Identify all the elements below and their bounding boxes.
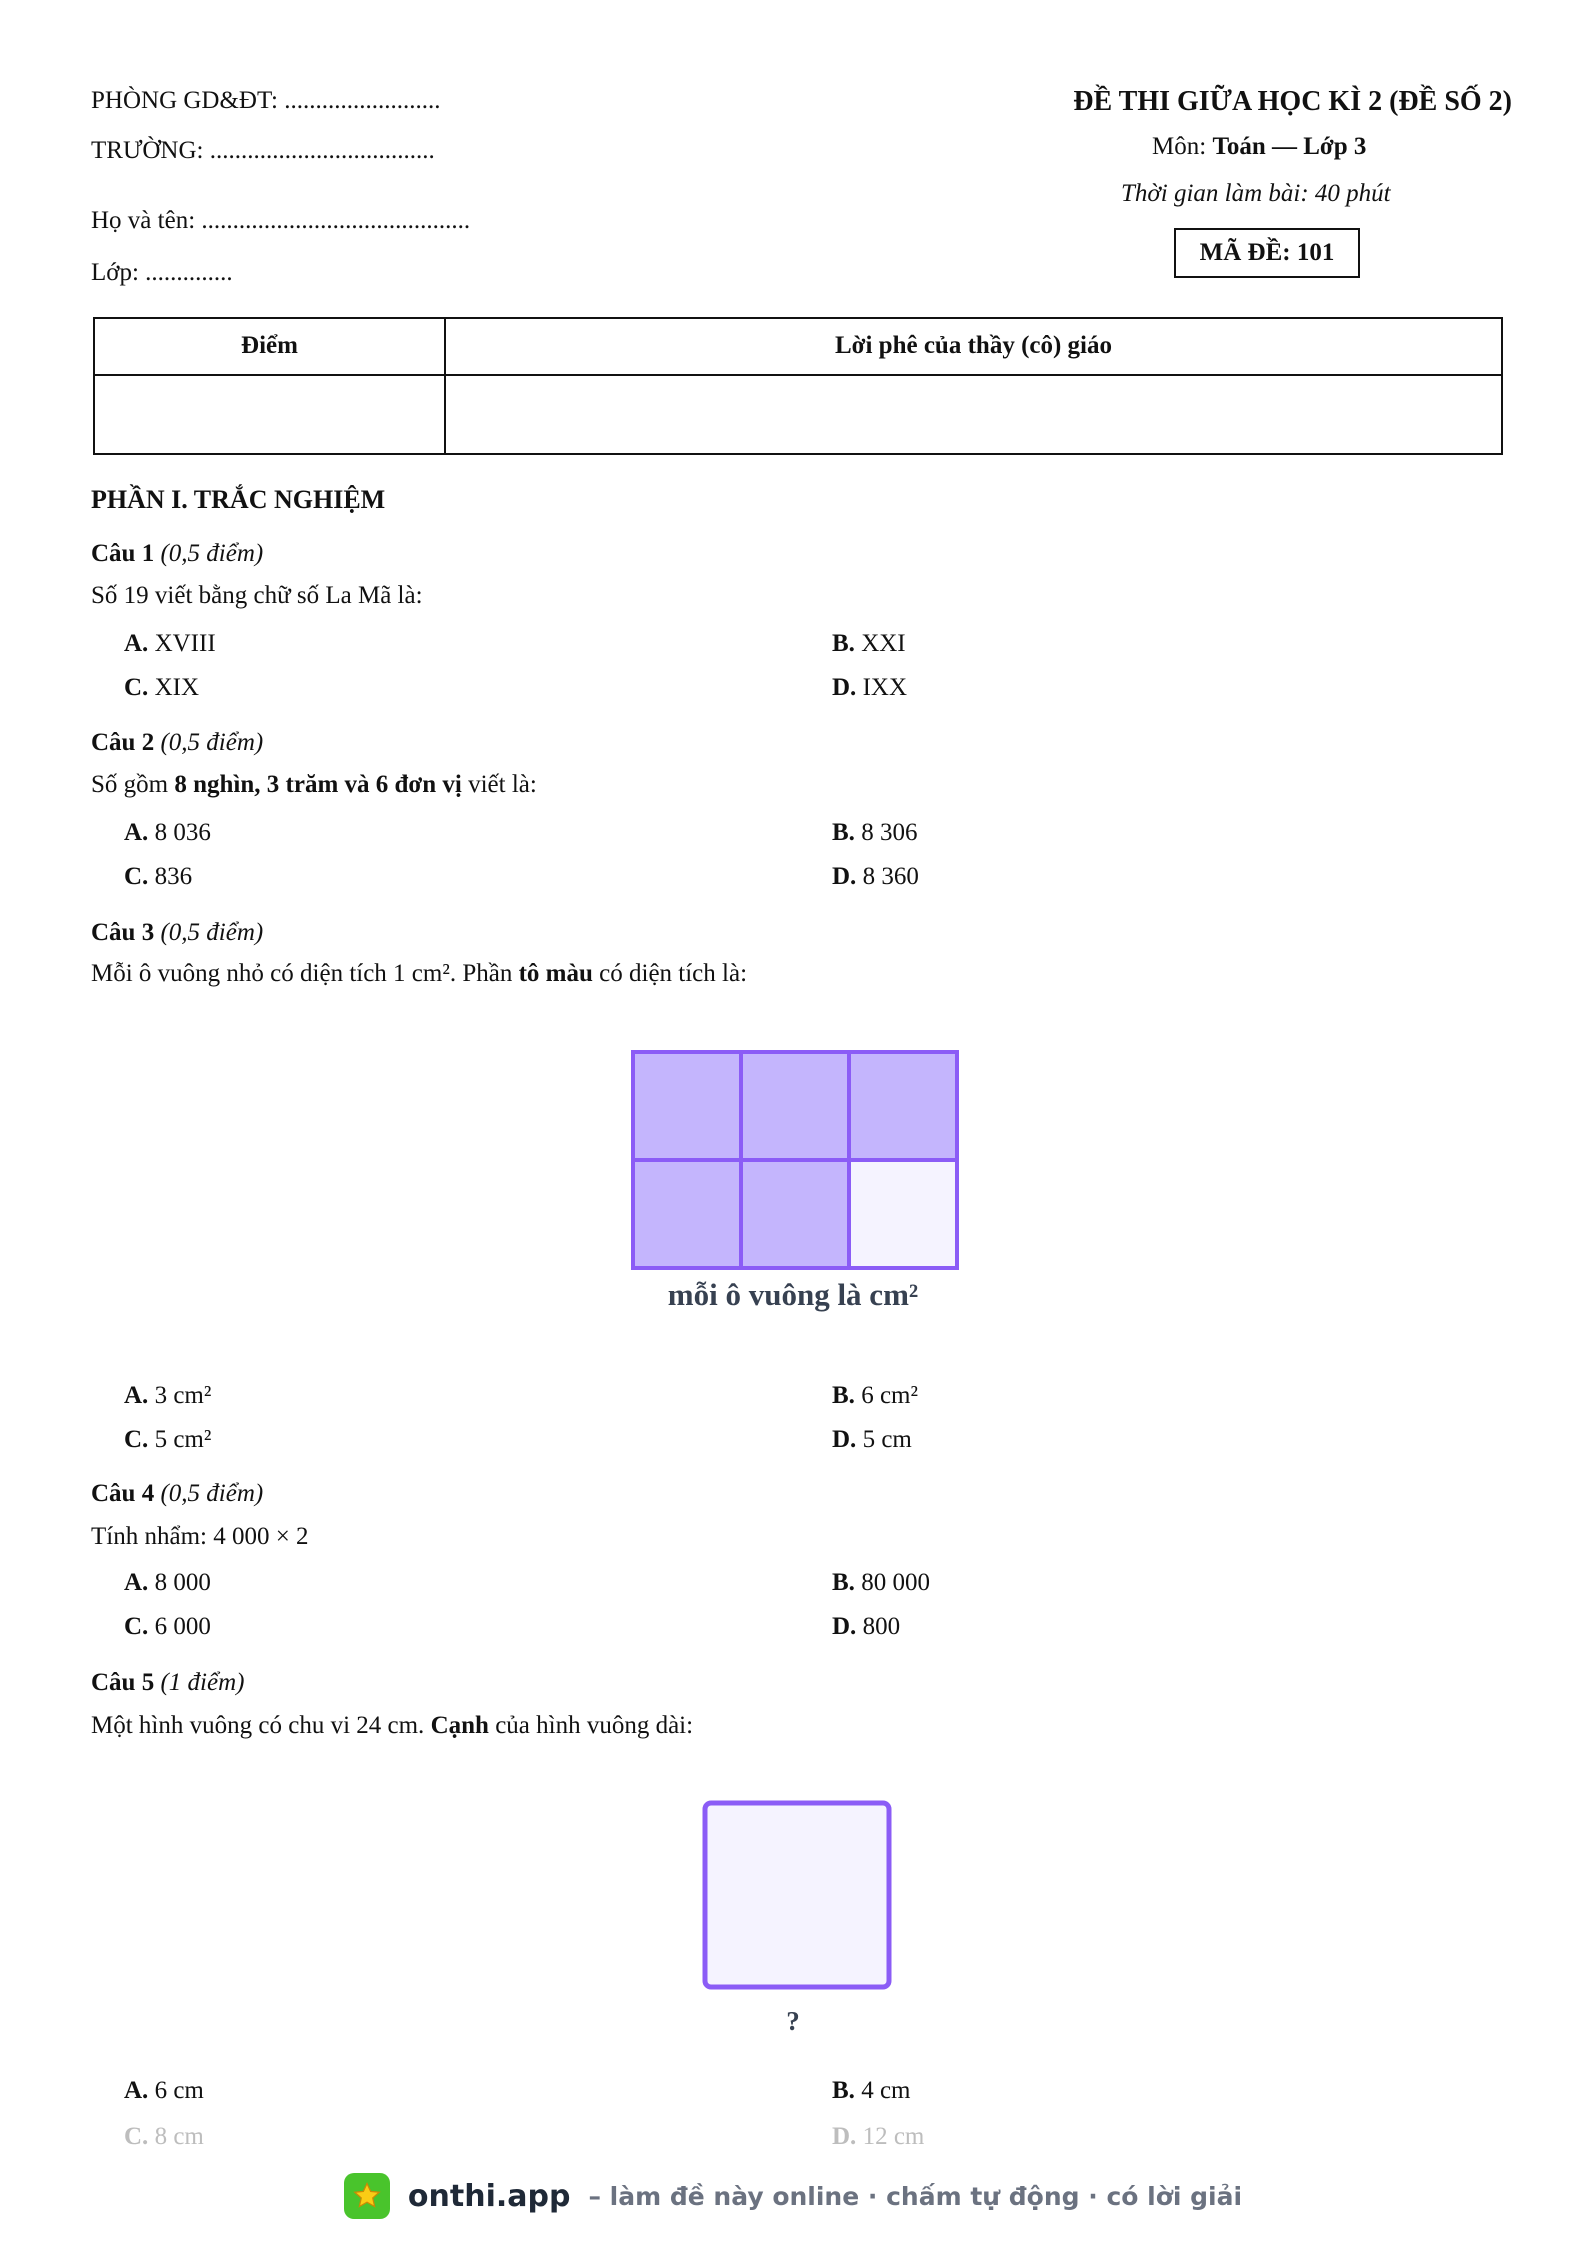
- student-name-line: Họ và tên: ...........................................: [91, 207, 471, 234]
- shaded-grid-figure: [630, 1049, 960, 1273]
- department-line: PHÒNG GD&ĐT: .........................: [91, 87, 441, 114]
- q1-option-a[interactable]: A. XVIII: [124, 630, 216, 657]
- question-points: (1 điểm): [160, 1669, 245, 1696]
- footer-tagline: – làm đề này online · chấm tự động · có lời giải: [588, 2181, 1243, 2211]
- square-caption: ?: [786, 2006, 800, 2036]
- shaded-cell: [741, 1052, 849, 1160]
- question-1-header: [91, 541, 263, 566]
- question-3-header: [91, 920, 263, 945]
- question-points: (0,5 điểm): [160, 729, 264, 756]
- comment-column-header: Lời phê của thầy (cô) giáo: [834, 332, 1113, 359]
- q1-option-c[interactable]: C. XIX: [124, 674, 199, 701]
- shaded-cell: [633, 1160, 741, 1268]
- q5-option-c[interactable]: C. 8 cm: [124, 2123, 204, 2150]
- q1-option-b[interactable]: B. XXI: [832, 630, 906, 657]
- question-label: Câu 4: [91, 1480, 155, 1507]
- question-label: Câu 2: [91, 729, 155, 756]
- question-2-text: Số gồm 8 nghìn, 3 trăm và 6 đơn vị viết là:: [91, 771, 537, 798]
- unshaded-cell: [849, 1160, 957, 1268]
- square-figure: [702, 1800, 892, 1990]
- footer-banner[interactable]: [0, 2172, 1586, 2220]
- q3-option-b[interactable]: B. 6 cm²: [832, 1382, 918, 1409]
- q5-option-b[interactable]: B. 4 cm: [832, 2077, 911, 2104]
- star-icon: [344, 2173, 390, 2219]
- score-column-header: Điểm: [241, 332, 298, 359]
- shaded-cell: [741, 1160, 849, 1268]
- q2-option-b[interactable]: B. 8 306: [832, 819, 918, 846]
- q2-option-d[interactable]: D. 8 360: [832, 863, 919, 890]
- question-1-text: Số 19 viết bằng chữ số La Mã là:: [91, 582, 423, 609]
- q4-option-d[interactable]: D. 800: [832, 1613, 901, 1640]
- question-points: (0,5 điểm): [160, 540, 264, 567]
- question-4-header: [91, 1481, 263, 1506]
- question-label: Câu 1: [91, 540, 155, 567]
- shaded-cell: [849, 1052, 957, 1160]
- question-5-text: Một hình vuông có chu vi 24 cm. Cạnh của hình vuông dài:: [91, 1712, 694, 1739]
- q5-option-a[interactable]: A. 6 cm: [124, 2077, 204, 2104]
- question-label: Câu 3: [91, 919, 155, 946]
- question-2-header: [91, 730, 263, 755]
- subject-name: Toán — Lớp 3: [1212, 133, 1367, 160]
- q3-option-a[interactable]: A. 3 cm²: [124, 1382, 212, 1409]
- question-label: Câu 5: [91, 1669, 155, 1696]
- school-line: TRƯỜNG: ....................................: [91, 137, 435, 164]
- question-3-text: Mỗi ô vuông nhỏ có diện tích 1 cm². Phần tô màu có diện tích là:: [91, 960, 748, 987]
- question-points: (0,5 điểm): [160, 919, 264, 946]
- class-line: Lớp: ..............: [91, 259, 233, 286]
- question-4-text: Tính nhẩm: 4 000 × 2: [91, 1523, 309, 1550]
- brand-name[interactable]: onthi.app: [407, 2178, 571, 2214]
- q3-option-d[interactable]: D. 5 cm: [832, 1426, 912, 1453]
- q4-option-a[interactable]: A. 8 000: [124, 1569, 211, 1596]
- exam-time: Thời gian làm bài: 40 phút: [1121, 180, 1391, 207]
- exam-code-box: MÃ ĐỀ: 101: [1174, 228, 1360, 278]
- score-table: [93, 317, 1503, 455]
- subject-prefix: Môn:: [1152, 133, 1213, 160]
- q3-option-c[interactable]: C. 5 cm²: [124, 1426, 212, 1453]
- question-points: (0,5 điểm): [160, 1480, 264, 1507]
- q1-option-d[interactable]: D. IXX: [832, 674, 907, 701]
- section-title: PHẦN I. TRẮC NGHIỆM: [91, 485, 386, 514]
- exam-title: ĐỀ THI GIỮA HỌC KÌ 2 (ĐỀ SỐ 2): [1073, 86, 1512, 117]
- q4-option-c[interactable]: C. 6 000: [124, 1613, 211, 1640]
- shaded-cell: [633, 1052, 741, 1160]
- grid-caption: mỗi ô vuông là cm²: [667, 1277, 919, 1312]
- question-5-header: [91, 1670, 244, 1695]
- q5-option-d[interactable]: D. 12 cm: [832, 2123, 925, 2150]
- q2-option-a[interactable]: A. 8 036: [124, 819, 211, 846]
- q2-option-c[interactable]: C. 836: [124, 863, 193, 890]
- q4-option-b[interactable]: B. 80 000: [832, 1569, 930, 1596]
- subject-line: [1152, 133, 1366, 161]
